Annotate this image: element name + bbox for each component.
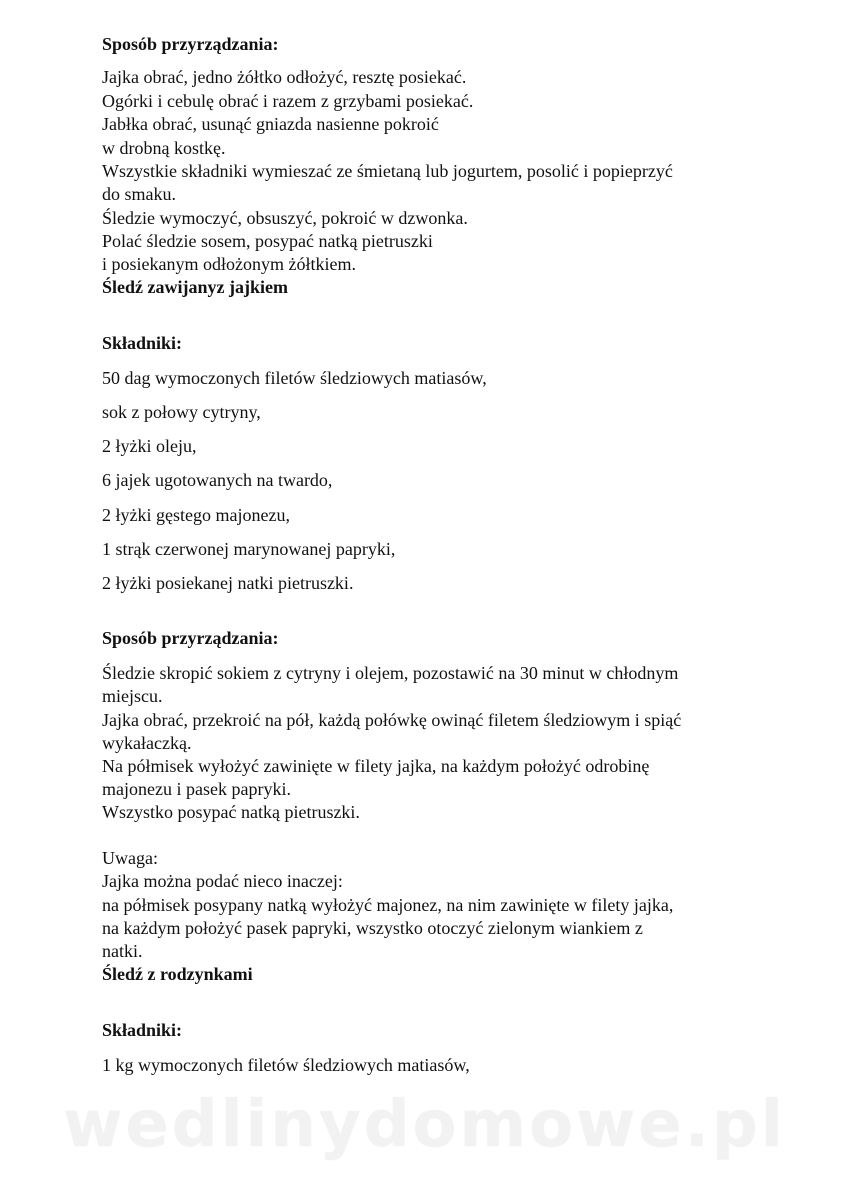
recipe-title: Śledź zawijanyz jajkiem: [102, 277, 288, 297]
preparation-heading: Sposób przyrządzania:: [102, 34, 279, 54]
text-line: wykałaczką.: [102, 733, 192, 753]
ingredients-heading: Składniki:: [102, 1020, 183, 1040]
ingredient-item: 1 kg wymoczonych filetów śledziowych matiasów,: [102, 1055, 470, 1075]
ingredient-item: 6 jajek ugotowanych na twardo,: [102, 470, 333, 490]
recipe-title: Śledź z rodzynkami: [102, 964, 253, 984]
text-line: do smaku.: [102, 184, 176, 204]
text-line: na półmisek posypany natką wyłożyć majonez, na nim zawinięte w filety jajka,: [102, 895, 674, 915]
text-line: Jabłka obrać, usunąć gniazda nasienne pokroić: [102, 114, 439, 134]
text-line: Jajka obrać, przekroić na pół, każdą połówkę owinąć filetem śledziowym i spiąć: [102, 710, 682, 730]
text-line: Polać śledzie sosem, posypać natką pietruszki: [102, 231, 433, 251]
text-line: Na półmisek wyłożyć zawinięte w filety jajka, na każdym położyć odrobinę: [102, 756, 650, 776]
text-line: Jajka można podać nieco inaczej:: [102, 871, 343, 891]
ingredient-item: 2 łyżki posiekanej natki pietruszki.: [102, 573, 354, 593]
ingredient-item: 50 dag wymoczonych filetów śledziowych matiasów,: [102, 368, 487, 388]
text-line: Wszystkie składniki wymieszać ze śmietaną lub jogurtem, posolić i popieprzyć: [102, 161, 673, 181]
watermark-logo: wedlinydomowe.pl: [63, 1088, 786, 1162]
text-line: majonezu i pasek papryki.: [102, 779, 291, 799]
ingredient-item: 1 strąk czerwonej marynowanej papryki,: [102, 539, 396, 559]
text-line: Ogórki i cebulę obrać i razem z grzybami posiekać.: [102, 91, 474, 111]
ingredient-item: 2 łyżki gęstego majonezu,: [102, 505, 290, 525]
text-line: w drobną kostkę.: [102, 138, 226, 158]
ingredients-heading: Składniki:: [102, 333, 183, 353]
text-line: Wszystko posypać natką pietruszki.: [102, 802, 360, 822]
preparation-heading: Sposób przyrządzania:: [102, 628, 279, 648]
text-line: Śledzie wymoczyć, obsuszyć, pokroić w dzwonka.: [102, 208, 468, 228]
ingredient-item: 2 łyżki oleju,: [102, 436, 197, 456]
text-line: Śledzie skropić sokiem z cytryny i olejem, pozostawić na 30 minut w chłodnym: [102, 663, 679, 683]
text-line: na każdym położyć pasek papryki, wszystko otoczyć zielonym wiankiem z: [102, 918, 643, 938]
text-line: i posiekanym odłożonym żółtkiem.: [102, 254, 356, 274]
ingredient-item: sok z połowy cytryny,: [102, 402, 261, 422]
text-line: Jajka obrać, jedno żółtko odłożyć, resztę posiekać.: [102, 67, 467, 87]
text-line: natki.: [102, 941, 143, 961]
text-line: miejscu.: [102, 686, 163, 706]
note-label: Uwaga:: [102, 848, 158, 868]
